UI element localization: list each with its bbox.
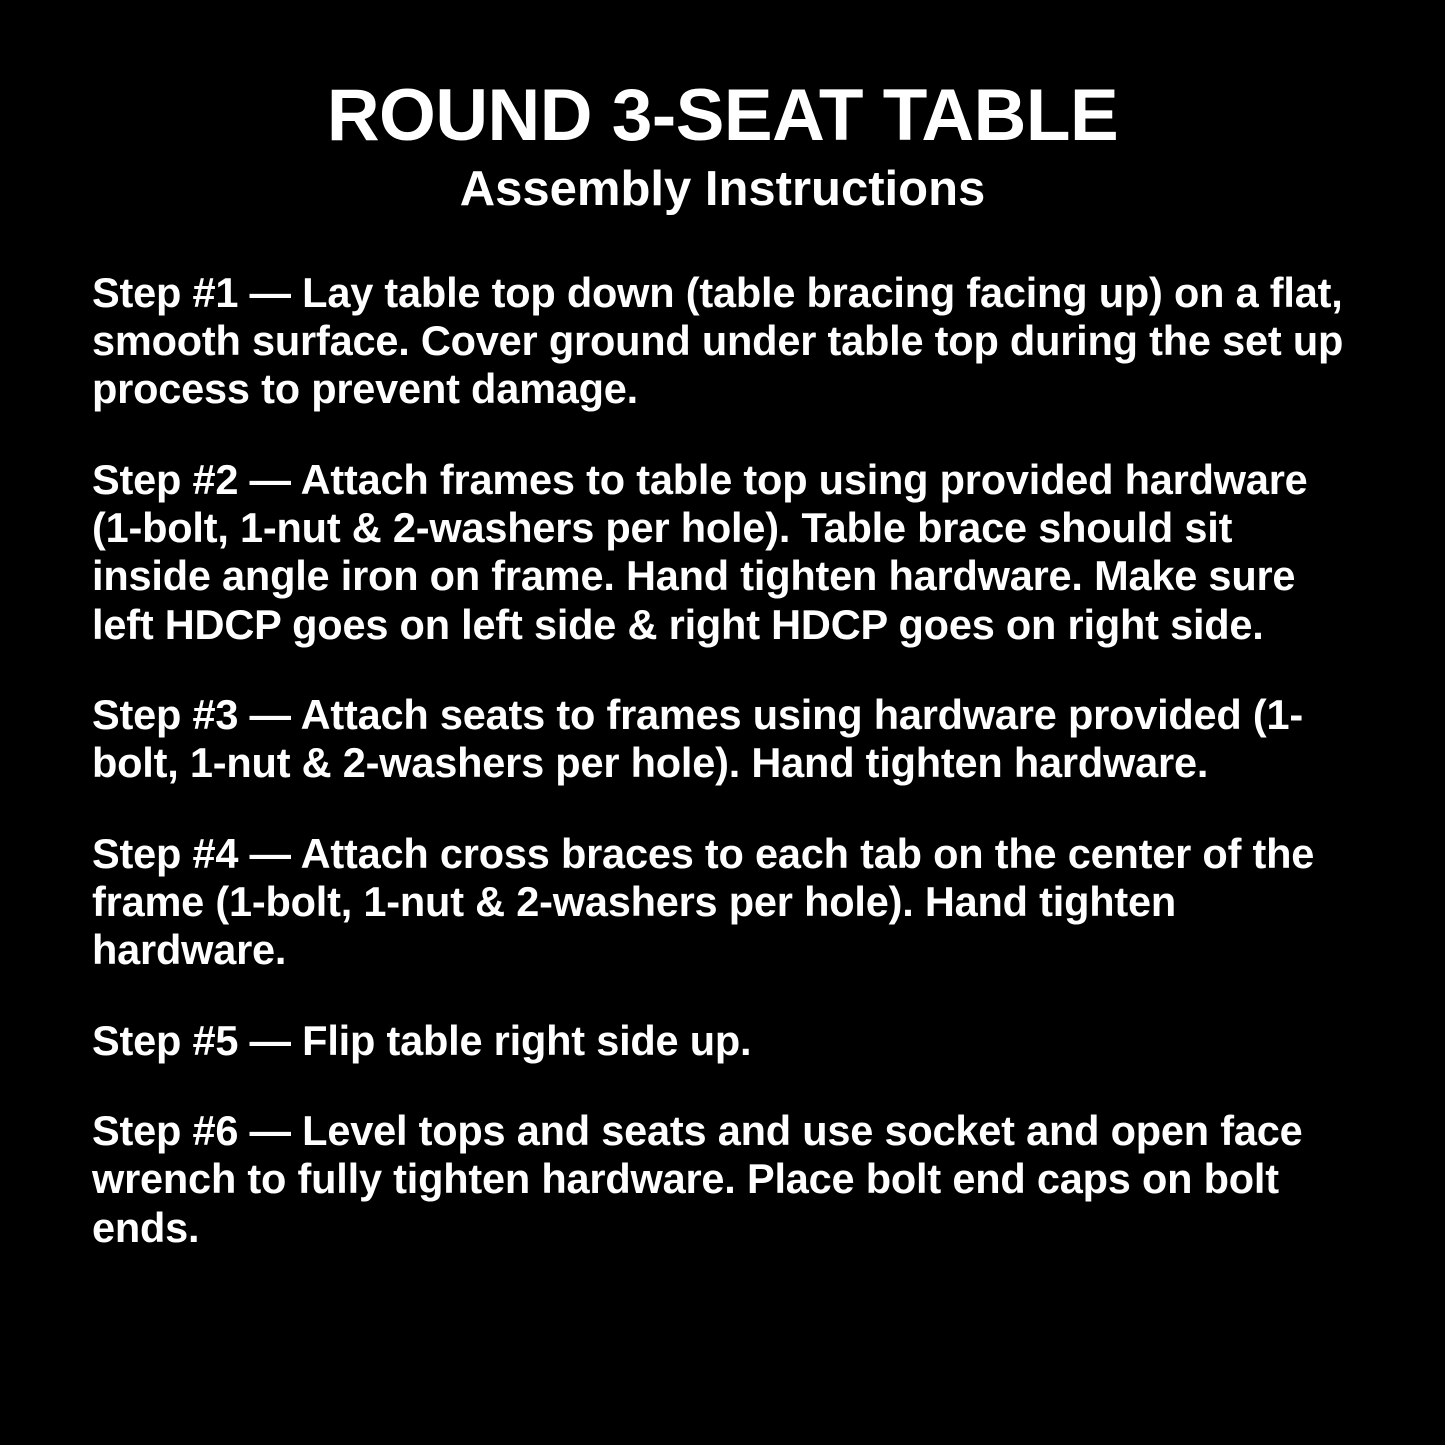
steps-list — [92, 269, 1353, 1253]
step-item: Step #1 — Lay table top down (table bracing facing up) on a flat, smooth surface. Cover ground under table top during the set up process to prevent damage. — [92, 268, 1344, 413]
step-item: Step #3 — Attach seats to frames using hardware provided (1-bolt, 1-nut & 2-washers per hole). Hand tighten hardware. — [92, 690, 1304, 787]
step-item: Step #5 — Flip table right side up. — [92, 1016, 752, 1064]
page-subtitle: Assembly Instructions — [459, 161, 986, 216]
page-title: ROUND 3-SEAT TABLE — [326, 75, 1119, 156]
step-item: Step #4 — Attach cross braces to each tab on the center of the frame (1-bolt, 1-nut & 2-washers per hole). Hand tighten hardware. — [92, 829, 1315, 974]
step-item: Step #6 — Level tops and seats and use socket and open face wrench to fully tighten hardware. Place bolt end caps on bolt ends. — [92, 1107, 1303, 1251]
step-item: Step #2 — Attach frames to table top using provided hardware (1-bolt, 1-nut & 2-washers per hole). Table brace should sit inside angle iron on frame. Hand tighten hardware. Make sure left HDCP goes on left side & right HDCP goes on right side. — [92, 455, 1308, 648]
